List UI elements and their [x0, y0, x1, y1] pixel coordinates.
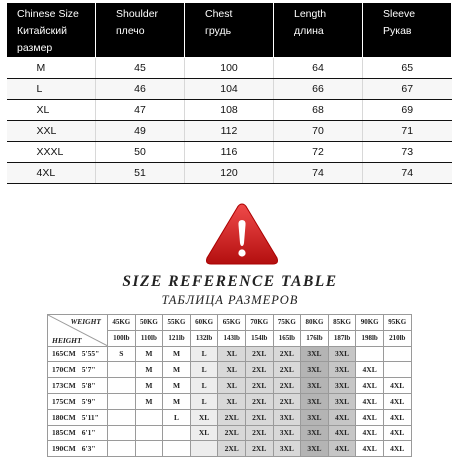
size-cell: 120 — [185, 163, 274, 184]
height-label-cell — [48, 362, 108, 378]
height-ft: 5'8" — [81, 381, 96, 391]
size-cell: 66 — [274, 79, 363, 100]
size-reference-cell: 4XL — [383, 393, 411, 409]
weight-kg-cell: 95KG — [383, 315, 411, 331]
size-reference-cell: L — [163, 409, 191, 425]
height-cm: 165CM — [52, 349, 76, 359]
size-reference-cell: XL — [218, 346, 246, 362]
height-ft: 5'9" — [81, 396, 96, 406]
header-chest: Chest грудь — [185, 3, 274, 58]
size-reference-cell: 4XL — [356, 441, 384, 457]
size-reference-cell: 4XL — [356, 362, 384, 378]
weight-kg-cell: 50KG — [135, 315, 163, 331]
size-cell: 4XL — [7, 163, 96, 184]
size-reference-cell: 2XL — [245, 378, 273, 394]
size-cell: 104 — [185, 79, 274, 100]
size-reference-cell — [108, 409, 136, 425]
size-reference-cell: 2XL — [245, 409, 273, 425]
size-reference-cell — [108, 393, 136, 409]
weight-lb-cell: 110lb — [135, 330, 163, 346]
height-label-cell — [48, 425, 108, 441]
reference-table-subtitle: ТАБЛИЦА РАЗМЕРОВ — [161, 293, 299, 307]
size-reference-cell: 3XL — [328, 362, 356, 378]
size-reference-cell: 4XL — [383, 425, 411, 441]
size-cell: 71 — [363, 121, 452, 142]
size-cell: 74 — [363, 163, 452, 184]
size-reference-cell: 2XL — [245, 362, 273, 378]
size-row — [7, 100, 452, 121]
size-reference-cell: 3XL — [328, 393, 356, 409]
weight-lb-cell: 143lb — [218, 330, 246, 346]
size-cell: 46 — [96, 79, 185, 100]
warning-triangle-icon — [201, 198, 283, 270]
size-reference-cell: M — [163, 393, 191, 409]
height-label-cell — [48, 393, 108, 409]
weight-kg-cell: 65KG — [218, 315, 246, 331]
weight-kg-cell: 45KG — [108, 315, 136, 331]
size-cell: 73 — [363, 142, 452, 163]
height-row — [48, 362, 412, 378]
weight-lb-cell: 210lb — [383, 330, 411, 346]
size-row — [7, 58, 452, 79]
size-reference-cell — [135, 441, 163, 457]
size-reference-cell: 2XL — [218, 409, 246, 425]
size-reference-cell: L — [190, 346, 218, 362]
size-reference-cell: XL — [190, 425, 218, 441]
size-reference-cell: 3XL — [301, 425, 329, 441]
size-reference-cell: 3XL — [301, 378, 329, 394]
size-reference-cell — [108, 378, 136, 394]
size-reference-cell: M — [135, 378, 163, 394]
size-reference-cell: 4XL — [383, 441, 411, 457]
size-cell: 108 — [185, 100, 274, 121]
size-reference-cell: 3XL — [273, 441, 301, 457]
size-row — [7, 121, 452, 142]
height-cm: 175CM — [52, 396, 76, 406]
size-reference-cell: M — [135, 346, 163, 362]
weight-kg-row — [48, 315, 412, 331]
size-cell: XXXL — [7, 142, 96, 163]
size-reference-cell — [108, 425, 136, 441]
size-cell: 47 — [96, 100, 185, 121]
size-reference-cell: L — [190, 393, 218, 409]
size-cell: 67 — [363, 79, 452, 100]
height-ft: 5'55" — [81, 349, 100, 359]
size-cell: M — [7, 58, 96, 79]
weight-label: WEIGHT — [70, 317, 101, 326]
size-chart-table — [6, 2, 452, 184]
size-cell: 72 — [274, 142, 363, 163]
height-cm: 180CM — [52, 412, 76, 422]
size-reference-cell: 4XL — [356, 425, 384, 441]
size-reference-cell: M — [163, 378, 191, 394]
size-reference-cell — [163, 425, 191, 441]
header-sleeve: Sleeve Рукав — [363, 3, 452, 58]
size-reference-cell: 4XL — [328, 441, 356, 457]
weight-lb-cell: 198lb — [356, 330, 384, 346]
weight-kg-cell: 70KG — [245, 315, 273, 331]
size-reference-cell: L — [190, 378, 218, 394]
height-row — [48, 441, 412, 457]
size-reference-cell: 2XL — [273, 393, 301, 409]
reference-table-body — [48, 346, 412, 457]
weight-kg-cell: 75KG — [273, 315, 301, 331]
size-reference-cell — [356, 346, 384, 362]
size-reference-cell: 3XL — [301, 409, 329, 425]
size-reference-cell — [108, 441, 136, 457]
size-reference-cell: 4XL — [383, 378, 411, 394]
size-reference-cell: 3XL — [273, 409, 301, 425]
size-reference-cell — [190, 441, 218, 457]
size-reference-cell: 3XL — [328, 346, 356, 362]
reference-table-title: SIZE REFERENCE TABLE — [122, 273, 338, 290]
weight-kg-cell: 90KG — [356, 315, 384, 331]
size-reference-cell: 3XL — [273, 425, 301, 441]
size-reference-cell: M — [135, 362, 163, 378]
header-chinese-size: Chinese Size Китайский размер — [7, 3, 96, 58]
weight-lb-cell: 187lb — [328, 330, 356, 346]
size-chart-header-row — [7, 3, 452, 58]
size-reference-cell: 3XL — [301, 346, 329, 362]
size-cell: 100 — [185, 58, 274, 79]
height-row — [48, 409, 412, 425]
size-reference-table — [47, 314, 412, 457]
height-label-cell — [48, 441, 108, 457]
weight-lb-cell: 100lb — [108, 330, 136, 346]
size-reference-cell — [163, 441, 191, 457]
size-reference-cell: 2XL — [218, 425, 246, 441]
size-reference-cell: 2XL — [273, 378, 301, 394]
size-reference-cell: 2XL — [245, 346, 273, 362]
size-row — [7, 79, 452, 100]
size-reference-cell: S — [108, 346, 136, 362]
size-reference-cell — [383, 346, 411, 362]
size-reference-cell: 2XL — [245, 441, 273, 457]
size-reference-cell: 2XL — [218, 441, 246, 457]
size-chart-body — [7, 58, 452, 184]
size-cell: 45 — [96, 58, 185, 79]
height-cm: 170CM — [52, 365, 76, 375]
size-cell: 50 — [96, 142, 185, 163]
height-row — [48, 425, 412, 441]
size-reference-cell: 2XL — [273, 362, 301, 378]
weight-lb-cell: 165lb — [273, 330, 301, 346]
size-reference-cell: L — [190, 362, 218, 378]
size-reference-cell — [135, 409, 163, 425]
height-label-cell — [48, 346, 108, 362]
size-reference-cell: M — [163, 346, 191, 362]
size-cell: 74 — [274, 163, 363, 184]
size-row — [7, 163, 452, 184]
size-reference-cell — [108, 362, 136, 378]
size-cell: 116 — [185, 142, 274, 163]
size-reference-cell: XL — [218, 393, 246, 409]
height-row — [48, 378, 412, 394]
size-cell: 49 — [96, 121, 185, 142]
height-label-cell — [48, 409, 108, 425]
header-length: Length длина — [274, 3, 363, 58]
size-row — [7, 142, 452, 163]
size-reference-cell: 3XL — [301, 362, 329, 378]
height-label-cell — [48, 378, 108, 394]
size-reference-cell: XL — [218, 378, 246, 394]
height-cm: 190CM — [52, 444, 76, 454]
size-reference-cell — [135, 425, 163, 441]
size-reference-cell: 4XL — [383, 409, 411, 425]
height-label: HEIGHT — [52, 335, 82, 345]
size-reference-cell: XL — [218, 362, 246, 378]
weight-lb-cell: 154lb — [245, 330, 273, 346]
size-cell: 68 — [274, 100, 363, 121]
size-cell: XL — [7, 100, 96, 121]
size-reference-cell: 3XL — [301, 441, 329, 457]
weight-kg-cell: 80KG — [301, 315, 329, 331]
weight-lb-cell: 132lb — [190, 330, 218, 346]
weight-kg-cell: 85KG — [328, 315, 356, 331]
weight-lb-cell: 176lb — [301, 330, 329, 346]
size-reference-cell: 4XL — [356, 409, 384, 425]
size-reference-cell: 3XL — [328, 378, 356, 394]
size-reference-cell: XL — [190, 409, 218, 425]
weight-lb-cell: 121lb — [163, 330, 191, 346]
size-cell: 112 — [185, 121, 274, 142]
size-reference-cell — [383, 362, 411, 378]
height-ft: 5'7" — [81, 365, 96, 375]
weight-height-corner — [48, 315, 108, 347]
height-cm: 173CM — [52, 381, 76, 391]
height-ft: 6'3" — [81, 444, 96, 454]
size-cell: 70 — [274, 121, 363, 142]
size-reference-cell: M — [135, 393, 163, 409]
weight-kg-cell: 55KG — [163, 315, 191, 331]
size-reference-cell: 4XL — [356, 393, 384, 409]
height-ft: 5'11" — [81, 412, 99, 422]
size-reference-cell: 3XL — [301, 393, 329, 409]
size-reference-cell: 4XL — [328, 425, 356, 441]
size-cell: 51 — [96, 163, 185, 184]
size-reference-cell: 4XL — [328, 409, 356, 425]
size-reference-cell: M — [163, 362, 191, 378]
header-shoulder: Shoulder плечо — [96, 3, 185, 58]
size-reference-cell: 2XL — [245, 425, 273, 441]
size-reference-cell: 2XL — [245, 393, 273, 409]
size-cell: 69 — [363, 100, 452, 121]
height-ft: 6'1" — [81, 428, 96, 438]
size-cell: XXL — [7, 121, 96, 142]
height-cm: 185CM — [52, 428, 76, 438]
height-row — [48, 346, 412, 362]
size-cell: 65 — [363, 58, 452, 79]
size-reference-cell: 4XL — [356, 378, 384, 394]
weight-kg-cell: 60KG — [190, 315, 218, 331]
size-reference-cell: 2XL — [273, 346, 301, 362]
size-cell: L — [7, 79, 96, 100]
size-cell: 64 — [274, 58, 363, 79]
height-row — [48, 393, 412, 409]
